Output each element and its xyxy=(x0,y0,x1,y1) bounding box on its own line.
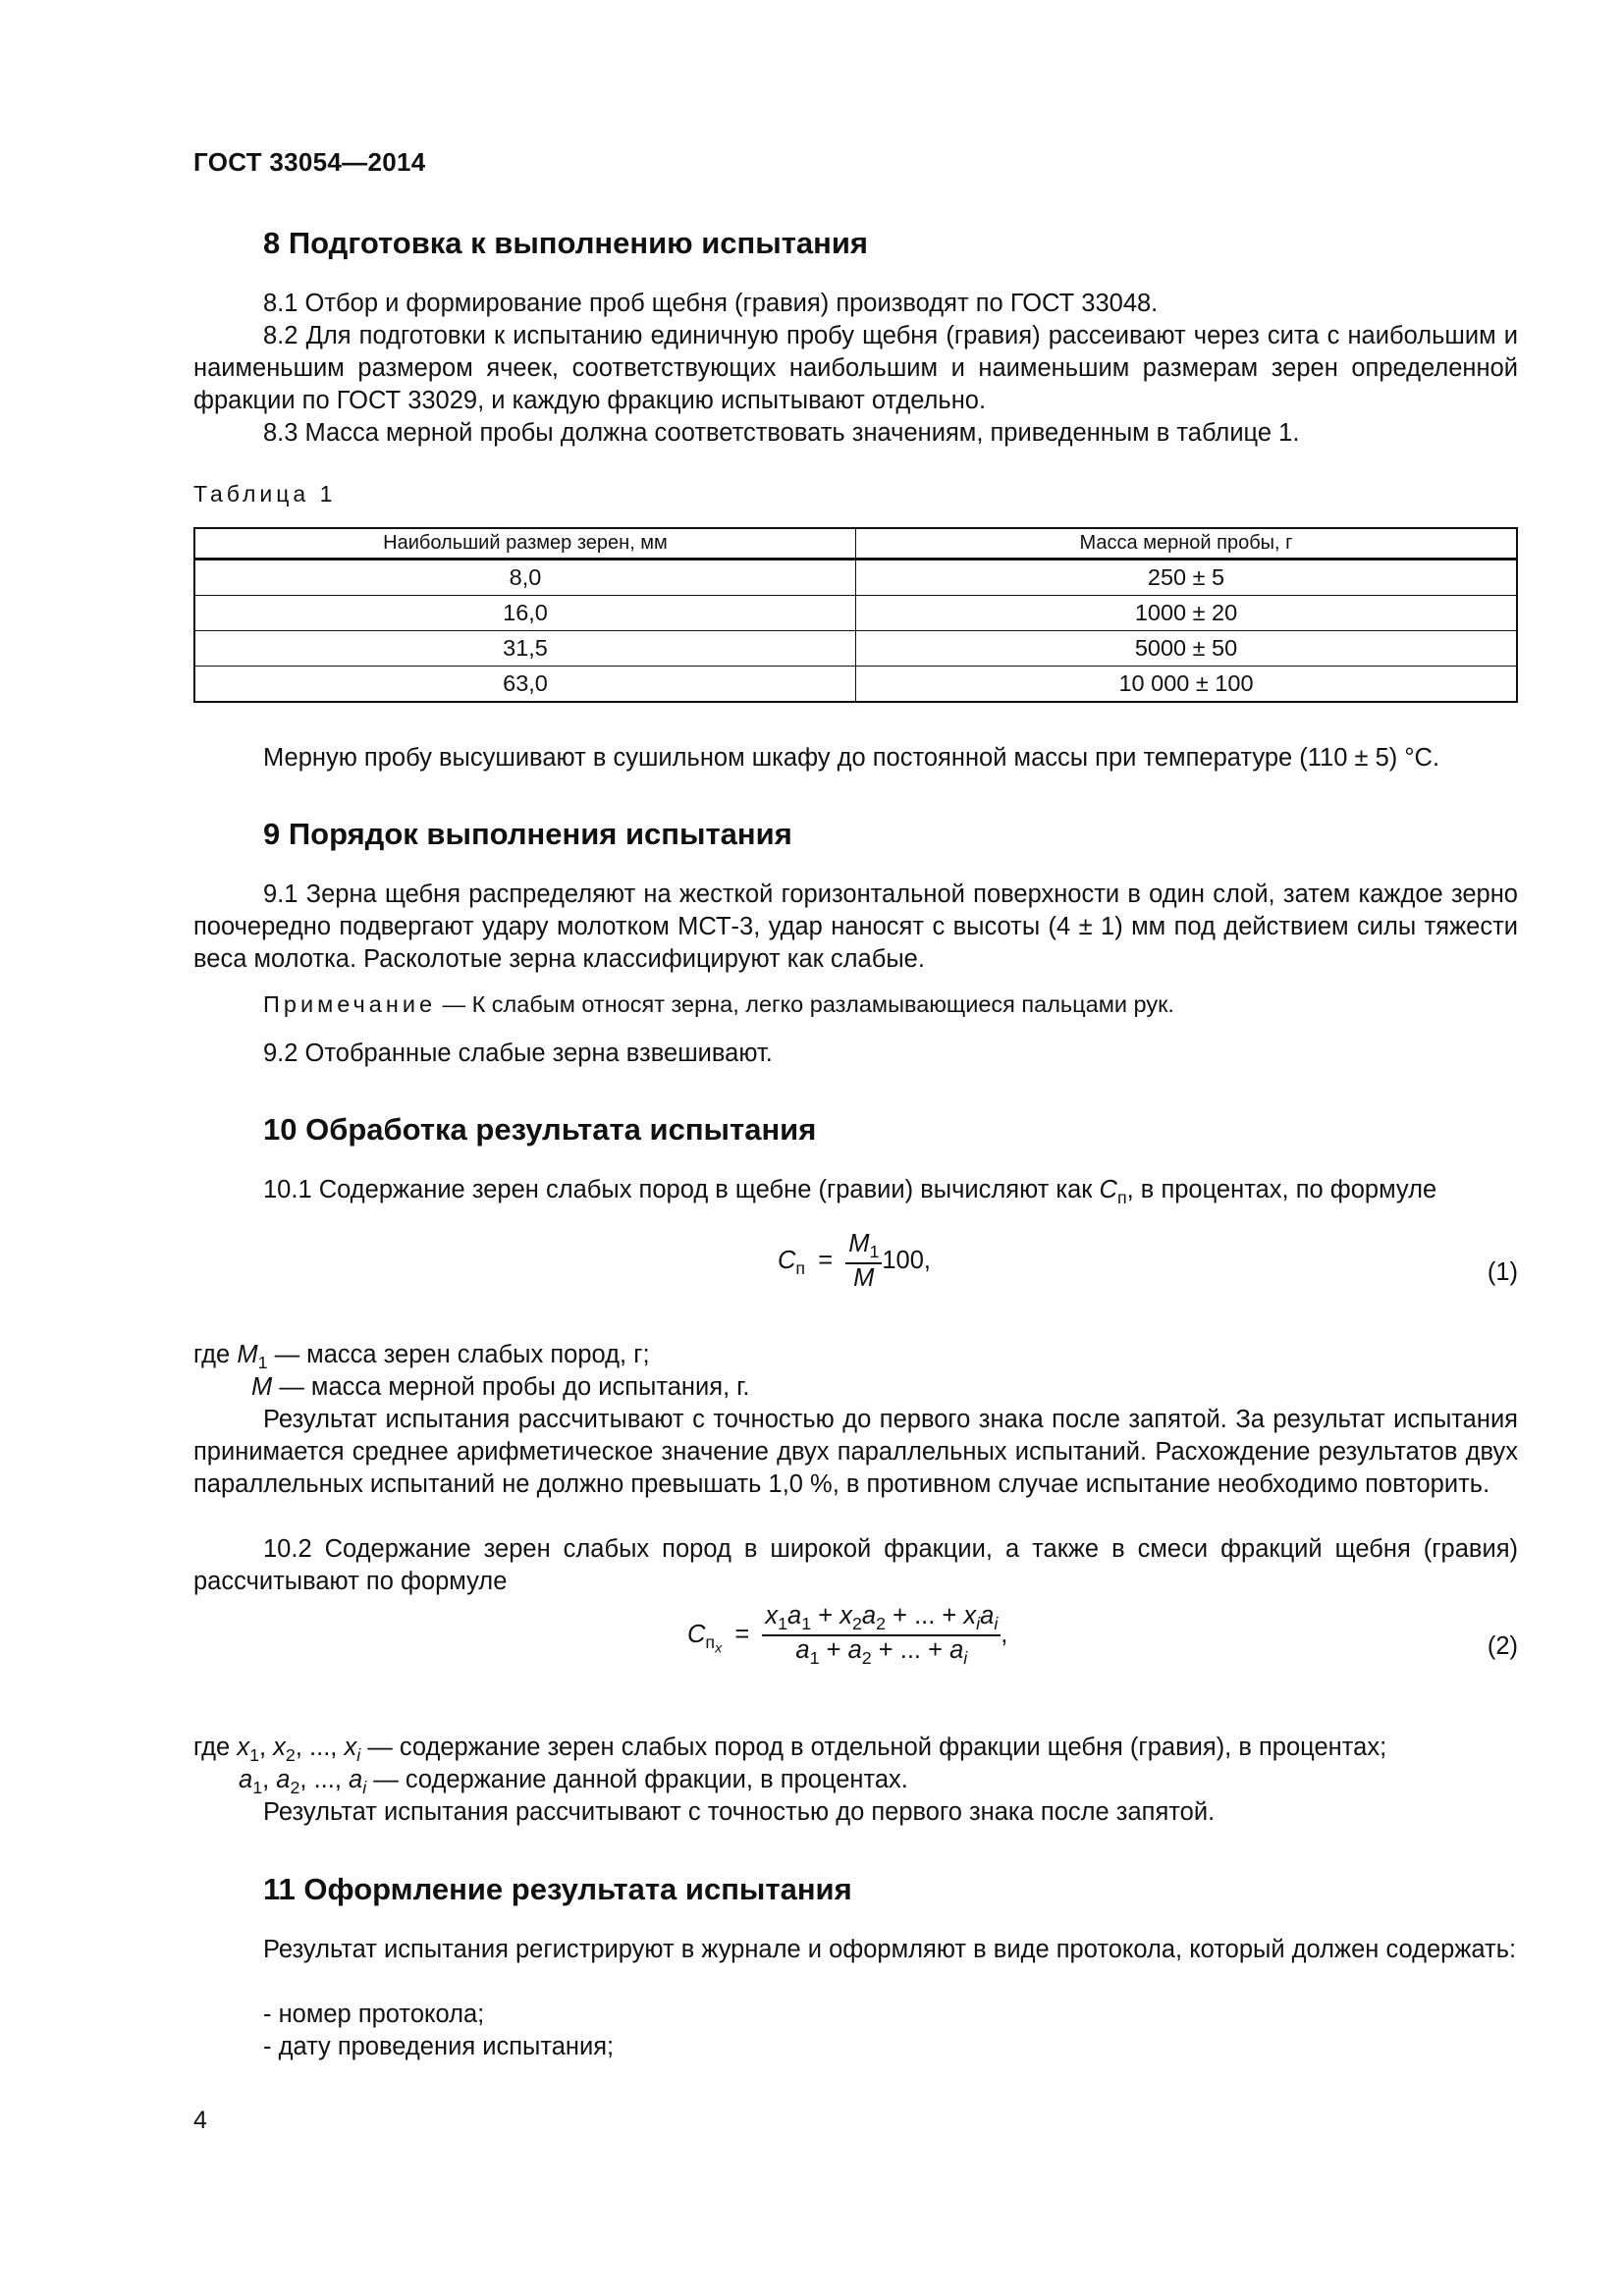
paragraph-drying: Мерную пробу высушивают в сушильном шкафу до постоянной массы при температуре (110 ± 5) °C. xyxy=(263,744,1440,772)
where-m1: где $M_1$ — масса зерен слабых пород, г; xyxy=(193,1341,650,1373)
formula-1-number: (1) xyxy=(1487,1258,1518,1286)
table-cell-mass: 250 ± 5 xyxy=(856,560,1518,596)
formula-2-number: (2) xyxy=(1487,1632,1518,1660)
table-cell-mass: 5000 ± 50 xyxy=(856,631,1518,667)
table-cell-size: 16,0 xyxy=(194,596,856,631)
table-cell-mass: 1000 ± 20 xyxy=(856,596,1518,631)
table-cell-size: 8,0 xyxy=(194,560,856,596)
table-cell-size: 31,5 xyxy=(194,631,856,667)
where-x: где $x_1$, $x_2$, ..., $x_i$ — содержание зерен слабых пород в отдельной фракции щебня (гравия), в процентах; xyxy=(193,1734,1387,1766)
paragraph-9-2: 9.2 Отобранные слабые зерна взвешивают. xyxy=(263,1040,773,1067)
table-caption: Таблица 1 xyxy=(193,481,337,507)
note xyxy=(263,989,1174,1019)
section-10-title: 10 Обработка результата испытания xyxy=(263,1112,817,1147)
table-header-mass: Масса мерной пробы, г xyxy=(856,528,1518,560)
formula-2-fraction: $\frac{x_1a_1 + x_2a_2 + ... + x_ia_i}{a_1 + a_2 + ... + a_i}$ xyxy=(762,1602,1001,1669)
paragraph-10-2-result: Результат испытания рассчитывают с точностью до первого знака после запятой. xyxy=(263,1798,1216,1826)
section-8-title: 8 Подготовка к выполнению испытания xyxy=(263,226,869,260)
list-item: - дату проведения испытания; xyxy=(263,2033,615,2060)
where-m: M — масса мерной пробы до испытания, г. xyxy=(251,1373,750,1401)
paragraph-9-1: 9.1 Зерна щебня распределяют на жесткой горизонтальной поверхности в один слой, затем каждое зерно поочередно подвергают удару молотком МСТ-3, удар наносят с высоты (4 ± 1) мм под действием силы тяжести веса молотка. Расколотые зерна классифицируют как слабые. xyxy=(193,881,1518,973)
section-11-title: 11 Оформление результата испытания xyxy=(263,1872,852,1906)
where-a: $a_1$, $a_2$, ..., $a_i$ — содержание данной фракции, в процентах. xyxy=(239,1766,908,1798)
table-1 xyxy=(193,527,1518,703)
formula-1: $C_п$ = $\frac{M_1}{M}$ 100, xyxy=(778,1230,932,1293)
formula-2: $C_{п_x}$ = $\frac{x_1a_1 + x_2a_2 + ... + x_ia_i}{a_1 + a_2 + ... + a_i}$ , xyxy=(687,1602,1008,1669)
note-label: Примечание xyxy=(263,991,437,1017)
paragraph-10-1-result: Результат испытания рассчитывают с точностью до первого знака после запятой. За результат испытания принимается среднее арифметическое значение двух параллельных испытаний. Расхождение результатов двух параллельных испытаний не должно превышать 1,0 %, в противном случае испытание необходимо повторить. xyxy=(193,1406,1518,1498)
table-row xyxy=(194,631,1517,667)
table-cell-mass: 10 000 ± 100 xyxy=(856,667,1518,703)
table-header-size: Наибольший размер зерен, мм xyxy=(194,528,856,560)
list-item: - номер протокола; xyxy=(263,2001,485,2028)
formula-1-fraction: $\frac{M_1}{M}$ xyxy=(845,1230,882,1293)
table-row xyxy=(194,667,1517,703)
paragraph-8-2: 8.2 Для подготовки к испытанию единичную пробу щебня (гравия) рассеивают через сита с наибольшим и наименьшим размером ячеек, соответствующих наибольшим и наименьшим размерам зерен определенной фракции по ГОСТ 33029, и каждую фракцию испытывают отдельно. xyxy=(193,322,1518,414)
paragraph-10-1: 10.1 Содержание зерен слабых пород в щебне (гравии) вычисляют как $C_п$, в процентах, по формуле xyxy=(263,1176,1437,1208)
paragraph-11: Результат испытания регистрируют в журнале и оформляют в виде протокола, который должен содержать: xyxy=(263,1936,1517,1963)
document-header: ГОСТ 33054—2014 xyxy=(193,147,426,177)
table-row xyxy=(194,560,1517,596)
paragraph-8-1: 8.1 Отбор и формирование проб щебня (гравия) производят по ГОСТ 33048. xyxy=(263,290,1159,317)
section-9-title: 9 Порядок выполнения испытания xyxy=(263,817,792,851)
paragraph-8-3: 8.3 Масса мерной пробы должна соответствовать значениям, приведенным в таблице 1. xyxy=(263,419,1300,447)
table-row xyxy=(194,596,1517,631)
table-cell-size: 63,0 xyxy=(194,667,856,703)
note-text: — К слабым относят зерна, легко разламывающиеся пальцами рук. xyxy=(442,991,1174,1017)
paragraph-10-2: 10.2 Содержание зерен слабых пород в широкой фракции, а также в смеси фракций щебня (гравия) рассчитывают по формуле xyxy=(193,1535,1518,1595)
page-number: 4 xyxy=(193,2107,207,2134)
